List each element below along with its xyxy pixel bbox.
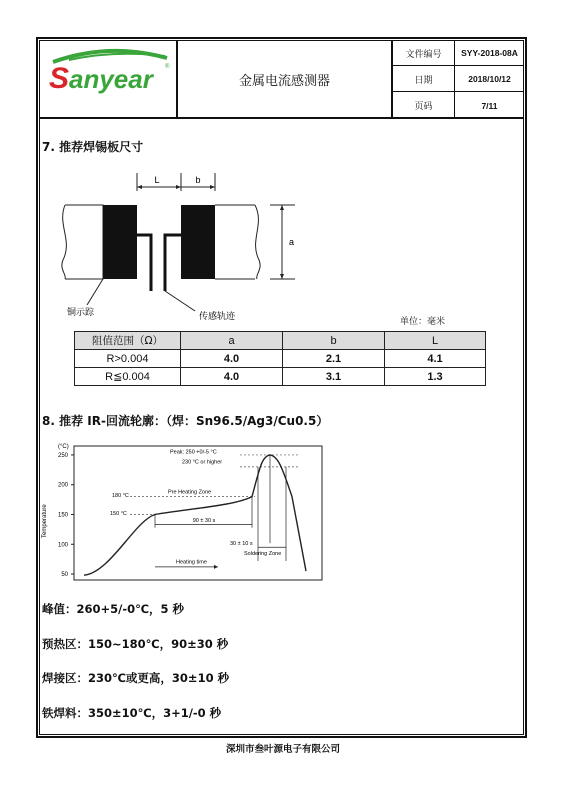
label-copper-trace: 铜示踪 xyxy=(67,307,95,317)
solder-pad-diagram xyxy=(55,165,315,325)
table-cell: R≦0.004 xyxy=(75,368,181,386)
annot-preheat-time: 90 ± 30 s xyxy=(192,518,216,525)
meta-label: 日期 xyxy=(393,66,455,92)
y-tick-label: 50 xyxy=(61,572,68,579)
table-cell: 4.0 xyxy=(181,368,283,386)
spec-preheat: 预热区：150~180℃，90±30 秒 xyxy=(42,637,229,651)
document-meta xyxy=(393,40,524,119)
y-tick-label: 250 xyxy=(57,452,68,459)
table-cell: 4.0 xyxy=(181,350,283,368)
logo-cell xyxy=(39,40,178,119)
reflow-profile-chart xyxy=(40,438,330,588)
heating-time-arrowhead xyxy=(214,565,218,569)
pad-dimension-table xyxy=(74,331,486,386)
table-header-row xyxy=(75,332,486,350)
meta-row-page xyxy=(393,92,524,119)
sanyear-logo xyxy=(39,40,176,119)
table-row xyxy=(75,350,486,368)
table-cell: 4.1 xyxy=(385,350,486,368)
annot-150: 150 °C xyxy=(110,511,127,518)
table-header: 阻值范围（Ω） xyxy=(75,332,181,350)
y-tick-label: 100 xyxy=(57,542,68,549)
x-axis-label: Heating time xyxy=(176,559,207,566)
y-axis-label: Temperature xyxy=(42,504,48,538)
meta-row-date xyxy=(393,66,524,92)
annot-peak: Peak: 250 +0/-5 °C xyxy=(170,449,217,456)
meta-value: SYY-2018-08A xyxy=(461,48,518,58)
svg-text:S: S xyxy=(49,62,70,95)
table-row xyxy=(75,368,486,386)
label-a: a xyxy=(289,237,295,247)
meta-label: 页码 xyxy=(393,92,455,119)
label-b: b xyxy=(195,175,201,185)
meta-row-file-no xyxy=(393,40,524,66)
table-cell: 1.3 xyxy=(385,368,486,386)
annot-solder-zone: Soldering Zone xyxy=(244,550,282,557)
label-L: L xyxy=(154,175,160,185)
company-footer: 深圳市叁叶源电子有限公司 xyxy=(225,744,340,755)
table-header: b xyxy=(283,332,385,350)
y-unit-label: (°C) xyxy=(58,444,69,450)
table-header: a xyxy=(181,332,283,350)
table-cell: 3.1 xyxy=(283,368,385,386)
spec-soldering: 焊接区：230℃或更高，30±10 秒 xyxy=(42,671,230,685)
annot-solder-time: 30 ± 10 s xyxy=(230,540,253,547)
document-header xyxy=(39,40,524,119)
y-tick-label: 200 xyxy=(57,482,68,489)
table-cell: R>0.004 xyxy=(75,350,181,368)
svg-text:®: ® xyxy=(165,64,170,70)
svg-text:anyear: anyear xyxy=(69,64,153,94)
label-sense-trace: 传感轨迹 xyxy=(199,311,236,321)
section-8-title: 8. 推荐 IR-回流轮廓：（焊：Sn96.5/Ag3/Cu0.5） xyxy=(42,414,329,428)
table-header: L xyxy=(385,332,486,350)
meta-value: 2018/10/12 xyxy=(468,74,511,84)
spec-peak: 峰值：260+5/-0℃，5 秒 xyxy=(42,602,185,616)
unit-label: 单位：毫米 xyxy=(400,317,446,327)
document-title: 金属电流感测器 xyxy=(178,40,393,119)
section-7-title: 7. 推荐焊锡板尺寸 xyxy=(42,140,144,154)
annot-preheat-zone: Pre Heating Zone xyxy=(168,489,212,496)
annot-230: 230 °C or higher xyxy=(182,459,223,466)
y-tick-label: 150 xyxy=(57,512,68,519)
table-cell: 2.1 xyxy=(283,350,385,368)
meta-value: 7/11 xyxy=(481,100,498,111)
meta-label: 文件编号 xyxy=(393,40,455,66)
annot-180: 180 °C xyxy=(112,493,129,500)
spec-iron-solder: 铁焊料：350±10℃，3+1/-0 秒 xyxy=(42,706,222,720)
right-pad xyxy=(181,205,215,279)
left-pad xyxy=(103,205,137,279)
